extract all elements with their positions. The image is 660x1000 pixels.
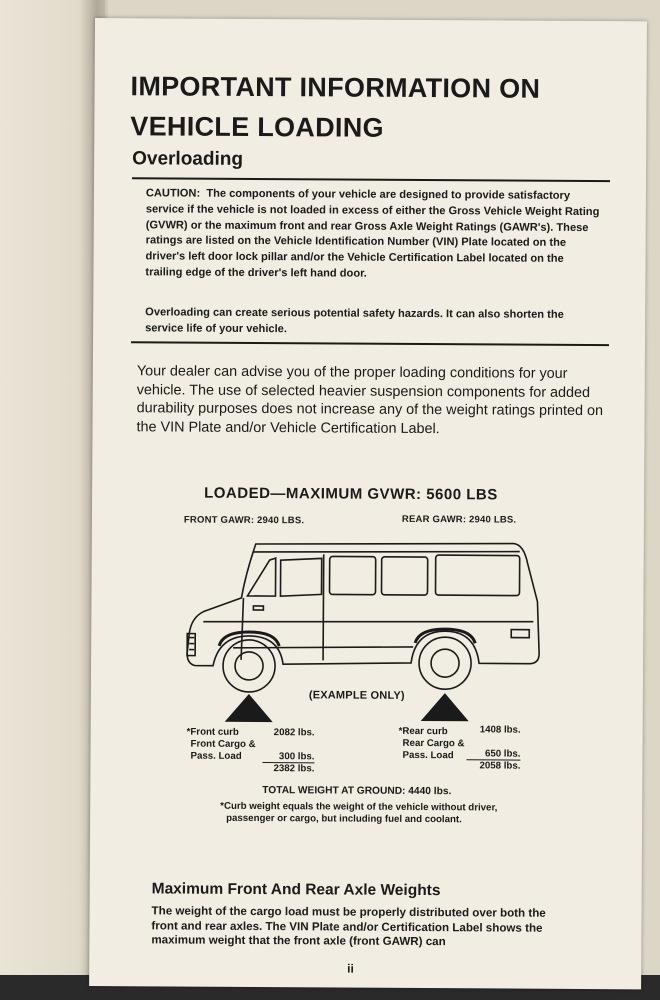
divider-bottom bbox=[131, 341, 609, 346]
rear-cargo-value: 650 lbs. bbox=[466, 748, 520, 760]
footnote-line-2: passenger or cargo, but including fuel and coolant. bbox=[226, 812, 462, 826]
rear-gawr-label: REAR GAWR: 2940 LBS. bbox=[401, 513, 517, 526]
section-heading-axle-weights: Maximum Front And Rear Axle Weights bbox=[151, 880, 441, 900]
total-weight: TOTAL WEIGHT AT GROUND: 4440 lbs. bbox=[262, 785, 452, 798]
gvwr-heading: LOADED—MAXIMUM GVWR: 5600 LBS bbox=[204, 484, 498, 504]
rear-total-value: 2058 lbs. bbox=[479, 760, 521, 772]
manual-page bbox=[89, 18, 647, 989]
rear-cargo-label-2: Pass. Load bbox=[402, 749, 454, 762]
example-only-label: (EXAMPLE ONLY) bbox=[308, 689, 405, 702]
caution-paragraph bbox=[145, 186, 604, 284]
front-total-value: 2382 lbs. bbox=[273, 763, 315, 775]
front-cargo-value: 300 lbs. bbox=[262, 751, 314, 763]
page-number: ii bbox=[347, 961, 354, 976]
front-curb-label: *Front curb bbox=[186, 726, 239, 738]
rear-cargo-label-1: Rear Cargo & bbox=[402, 737, 465, 750]
axle-weights-paragraph: The weight of the cargo load must be properly distributed over both the front and rear axles. The VIN Plate and/or Certification Label shows the maximum weight that the front axle (front GAWR) can bbox=[151, 904, 546, 949]
rear-curb-value: 1408 lbs. bbox=[479, 724, 521, 736]
front-cargo-label-1: Front Cargo & bbox=[190, 738, 256, 750]
caution-text: The components of your vehicle are designed to provide satisfactory service if the vehicle is not loaded in excess of either the Gross Vehicle Weight Rating (GVWR) or the maximum front and rear Gross Axle Weight Ratings (GAWR's). These ratings are listed on the Vehicle Identification Number (VIN) Plate located on the driver's left door lock pillar and/or the Vehicle Certification Label located on the trailing edge of the driver's left hand door. bbox=[145, 187, 600, 280]
footnote-line-1: *Curb weight equals the weight of the vehicle without driver, bbox=[220, 800, 498, 814]
caution-paragraph-2: Overloading can create serious potential safety hazards. It can also shorten the service life of your vehicle. bbox=[145, 306, 564, 335]
title-line-1: IMPORTANT INFORMATION ON bbox=[130, 71, 541, 104]
caution-label: CAUTION: bbox=[145, 187, 201, 200]
van-illustration bbox=[183, 534, 544, 739]
page-title bbox=[130, 66, 540, 149]
front-cargo-label-2: Pass. Load bbox=[190, 750, 242, 762]
divider-top bbox=[132, 177, 610, 182]
section-heading-overloading: Overloading bbox=[132, 148, 244, 170]
rear-curb-label: *Rear curb bbox=[398, 725, 448, 738]
title-line-2: VEHICLE LOADING bbox=[130, 111, 384, 143]
dealer-paragraph: Your dealer can advise you of the proper loading conditions for your vehicle. The use of selected heavier suspension components for added durability purposes does not increase any of the weight ratings printed on the VIN Plate and/or Vehicle Certification Label. bbox=[136, 363, 604, 437]
front-curb-value: 2082 lbs. bbox=[273, 727, 315, 739]
front-gawr-label: FRONT GAWR: 2940 LBS. bbox=[183, 514, 305, 527]
